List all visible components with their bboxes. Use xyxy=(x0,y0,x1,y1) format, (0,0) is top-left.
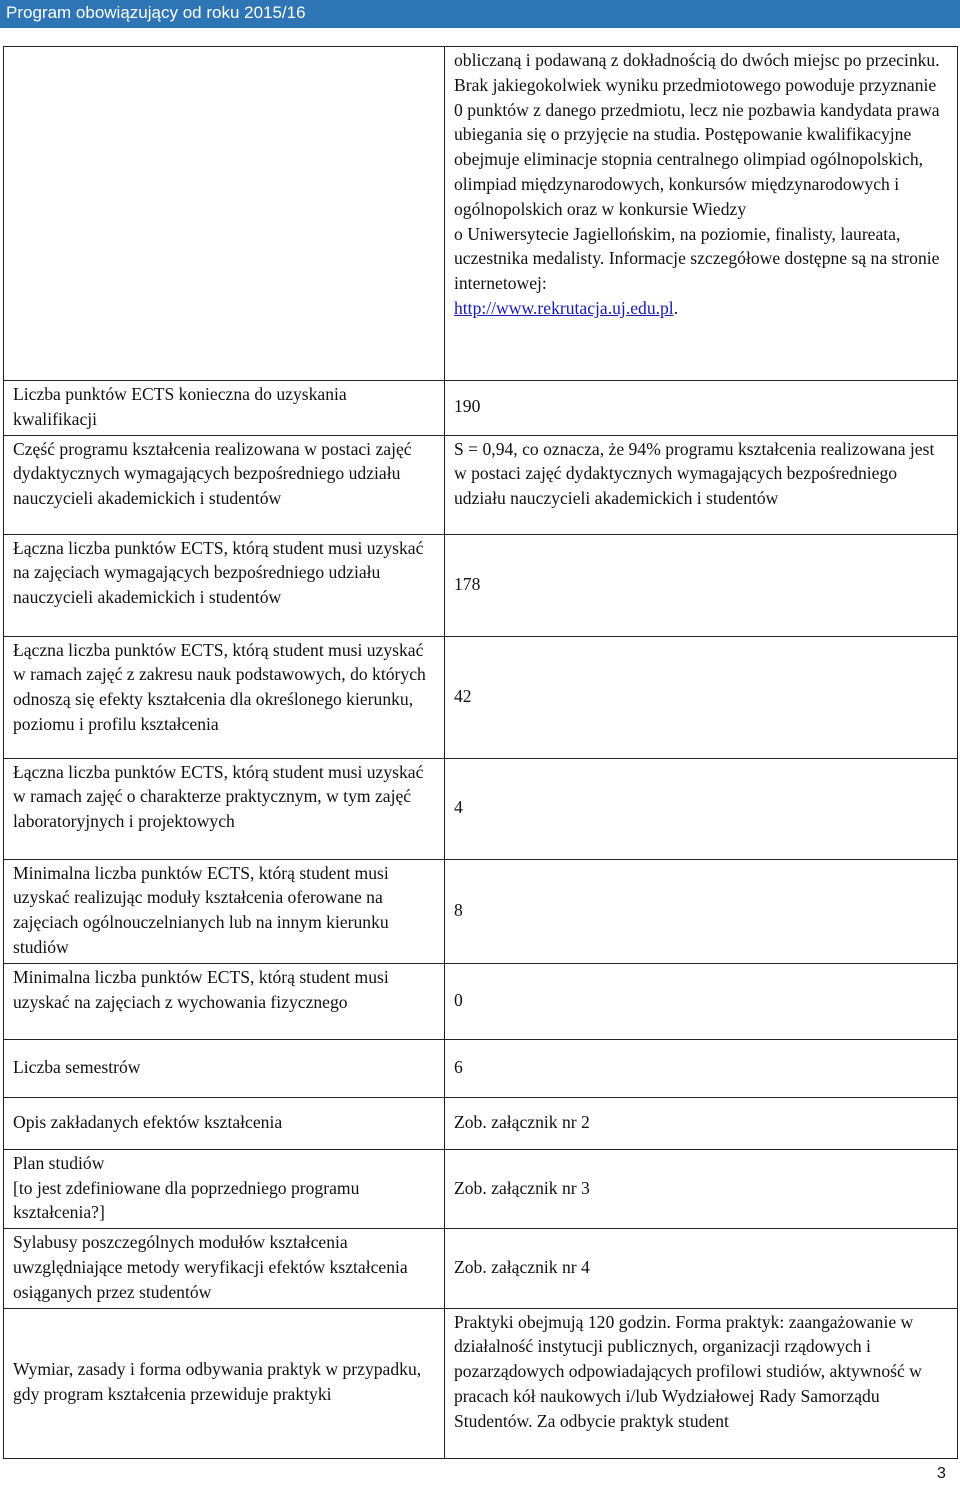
value-cell: Praktyki obejmują 120 godzin. Forma praktyk: zaangażowanie w działalność instytucji publicznych, organizacji rządowych i pozarządowych odpowiadających profilowi studiów, aktywność w pracach kół naukowych i/lub Wydziałowej Rady Samorządu Studentów. Za odbycie praktyk student xyxy=(445,1308,958,1458)
table-row xyxy=(4,534,958,636)
table-row xyxy=(4,963,958,1039)
label-cell: Sylabusy poszczególnych modułów kształcenia uwzględniające metody weryfikacji efektów kształcenia osiąganych przez studentów xyxy=(4,1229,445,1308)
value-cell: 8 xyxy=(445,859,958,963)
label-cell: Minimalna liczba punktów ECTS, którą student musi uzyskać realizując moduły kształcenia oferowane na zajęciach ogólnouczelnianych lub na innym kierunku studiów xyxy=(4,859,445,963)
label-cell: Łączna liczba punktów ECTS, którą student musi uzyskać w ramach zajęć o charakterze praktycznym, w tym zajęć laboratoryjnych i projektowych xyxy=(4,758,445,859)
value-cell: Zob. załącznik nr 3 xyxy=(445,1149,958,1228)
label-cell: Liczba punktów ECTS konieczna do uzyskania kwalifikacji xyxy=(4,381,445,436)
label-cell: Łączna liczba punktów ECTS, którą student musi uzyskać w ramach zajęć z zakresu nauk podstawowych, do których odnoszą się efekty kształcenia dla określonego kierunku, poziomu i profilu kształcenia xyxy=(4,636,445,758)
table-row xyxy=(4,1229,958,1308)
label-cell: Opis zakładanych efektów kształcenia xyxy=(4,1097,445,1149)
value-cell: Zob. załącznik nr 4 xyxy=(445,1229,958,1308)
label-cell: Wymiar, zasady i forma odbywania praktyk w przypadku, gdy program kształcenia przewiduje praktyki xyxy=(4,1308,445,1458)
table-row xyxy=(4,859,958,963)
link-suffix: . xyxy=(673,297,679,318)
value-cell: 4 xyxy=(445,758,958,859)
table-row xyxy=(4,435,958,534)
value-cell xyxy=(445,47,958,381)
page-number: 3 xyxy=(937,1465,946,1482)
label-cell-empty xyxy=(4,47,445,381)
value-cell: Zob. załącznik nr 2 xyxy=(445,1097,958,1149)
table-row xyxy=(4,1097,958,1149)
table-row xyxy=(4,1149,958,1228)
label-cell: Minimalna liczba punktów ECTS, którą student musi uzyskać na zajęciach z wychowania fizycznego xyxy=(4,963,445,1039)
table-row xyxy=(4,758,958,859)
table-row xyxy=(4,381,958,436)
program-table xyxy=(3,46,958,1459)
admission-rules-text: obliczaną i podawaną z dokładnością do dwóch miejsc po przecinku. Brak jakiegokolwiek wyniku przedmiotowego powoduje przyznanie 0 punktów z danego przedmiotu, lecz nie pozbawia kandydata prawa ubiegania się o przyjęcie na studia. Postępowanie kwalifikacyjne obejmuje eliminacje stopnia centralnego olimpiad ogólnopolskich, olimpiad międzynarodowych, konkursów międzynarodowych i ogólnopolskich oraz w konkursie Wiedzy o Uniwersytecie Jagiellońskim, na poziomie, finalisty, laureata, uczestnika medalisty. Informacje szczegółowe dostępne są na stronie internetowej: xyxy=(454,50,940,294)
table-row xyxy=(4,1039,958,1097)
header-title: Program obowiązujący od roku 2015/16 xyxy=(6,3,306,22)
value-cell: 190 xyxy=(445,381,958,436)
label-cell: Łączna liczba punktów ECTS, którą student musi uzyskać na zajęciach wymagających bezpośredniego udziału nauczycieli akademickich i studentów xyxy=(4,534,445,636)
table-row xyxy=(4,1308,958,1458)
page-header xyxy=(0,0,960,28)
value-cell: 6 xyxy=(445,1039,958,1097)
value-cell: 0 xyxy=(445,963,958,1039)
value-cell: 42 xyxy=(445,636,958,758)
value-cell: 178 xyxy=(445,534,958,636)
table-row xyxy=(4,47,958,381)
value-cell: S = 0,94, co oznacza, że 94% programu kształcenia realizowana jest w postaci zajęć dydaktycznych wymagających bezpośredniego udziału nauczycieli akademickich i studentów xyxy=(445,435,958,534)
label-cell: Plan studiów [to jest zdefiniowane dla poprzedniego programu kształcenia?] xyxy=(4,1149,445,1228)
label-cell: Część programu kształcenia realizowana w postaci zajęć dydaktycznych wymagających bezpośredniego udziału nauczycieli akademickich i studentów xyxy=(4,435,445,534)
label-cell: Liczba semestrów xyxy=(4,1039,445,1097)
recruitment-link[interactable]: http://www.rekrutacja.uj.edu.pl xyxy=(454,297,674,318)
table-row xyxy=(4,636,958,758)
